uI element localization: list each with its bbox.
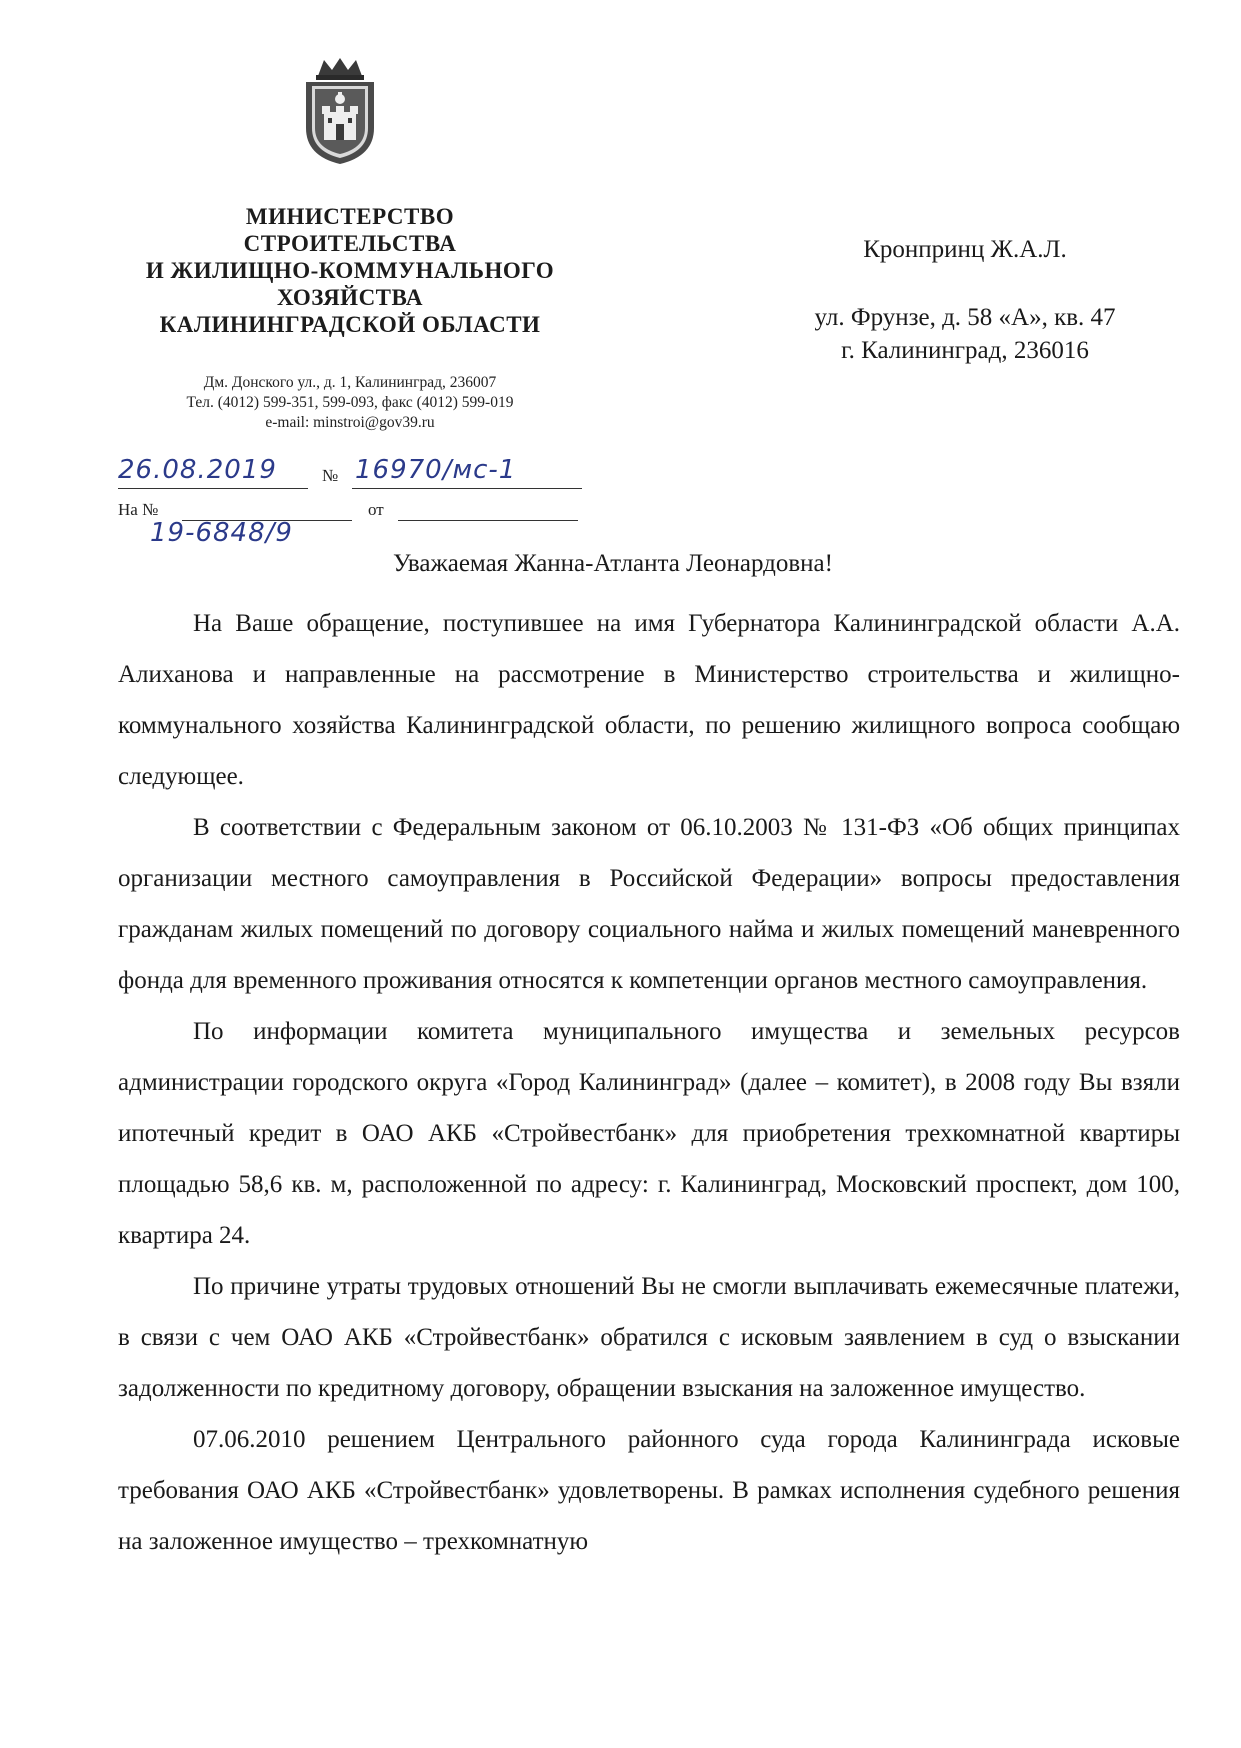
paragraph: 07.06.2010 решением Центрального районного суда города Калининграда исковые требования ОАО АКБ «Стройвестбанк» удовлетворены. В рамках исполнения судебного решения на заложенное имущество – трехкомнатную	[118, 1426, 1180, 1555]
date-underline	[118, 488, 308, 489]
contact-address: Дм. Донского ул., д. 1, Калининград, 236007	[203, 374, 497, 391]
contact-phones: Тел. (4012) 599-351, 599-093, факс (4012) 599-019	[186, 394, 514, 411]
handwritten-number: 16970/мс-1	[355, 455, 517, 485]
paragraph: По информации комитета муниципального имущества и земельных ресурсов администрации городского округа «Город Калининград» (далее – комитет), в 2008 году Вы взяли ипотечный кредит в ОАО АКБ «Стройвестбанк» для приобретения трехкомнатной квартиры площадью 58,6 кв. м, расположенной по адресу: г. Калининград, Московский проспект, дом 100, квартира 24.	[118, 1018, 1180, 1249]
paragraph: По причине утраты трудовых отношений Вы не смогли выплачивать ежемесячные платежи, в связи с чем ОАО АКБ «Стройвестбанк» обратился с исковым заявлением в суд о взыскании задолженности по кредитному договору, обращении взыскания на заложенное имущество.	[118, 1273, 1180, 1402]
number-underline	[352, 488, 582, 489]
reply-to-label: На №	[118, 500, 159, 519]
handwritten-reply-number: 19-6848/9	[150, 518, 293, 548]
addressee-city: г. Калининград, 236016	[841, 337, 1089, 364]
ministry-line: КАЛИНИНГРАДСКОЙ ОБЛАСТИ	[159, 312, 541, 337]
letter-body	[118, 598, 1180, 1567]
addressee-name: Кронпринц Ж.А.Л.	[863, 236, 1067, 263]
ministry-contacts	[120, 373, 580, 433]
ministry-line: И ЖИЛИЩНО-КОММУНАЛЬНОГО	[145, 258, 555, 283]
ministry-line: ХОЗЯЙСТВА	[276, 285, 424, 310]
addressee-street: ул. Фрунзе, д. 58 «А», кв. 47	[814, 304, 1116, 331]
handwritten-date: 26.08.2019	[118, 455, 277, 485]
coat-of-arms-icon	[302, 56, 378, 166]
from-underline	[398, 520, 578, 521]
paragraph: На Ваше обращение, поступившее на имя Губернатора Калининградской области А.А. Алиханова и направленные на рассмотрение в Министерство строительства и жилищно-коммунального хозяйства Калининградской области, по решению жилищного вопроса сообщаю следующее.	[118, 610, 1180, 790]
ministry-line: СТРОИТЕЛЬСТВА	[243, 231, 457, 256]
ministry-line: МИНИСТЕРСТВО	[245, 204, 455, 229]
contact-email: e-mail: minstroi@gov39.ru	[265, 414, 435, 431]
number-label: №	[322, 466, 339, 485]
greeting: Уважаемая Жанна-Атланта Леонардовна!	[393, 550, 833, 577]
ministry-name	[120, 203, 580, 338]
paragraph: В соответствии с Федеральным законом от 06.10.2003 № 131-ФЗ «Об общих принципах организации местного самоуправления в Российской Федерации» вопросы предоставления гражданам жилых помещений по договору социального найма и жилых помещений маневренного фонда для временного проживания относятся к компетенции органов местного самоуправления.	[118, 814, 1180, 994]
from-label: от	[368, 500, 384, 519]
